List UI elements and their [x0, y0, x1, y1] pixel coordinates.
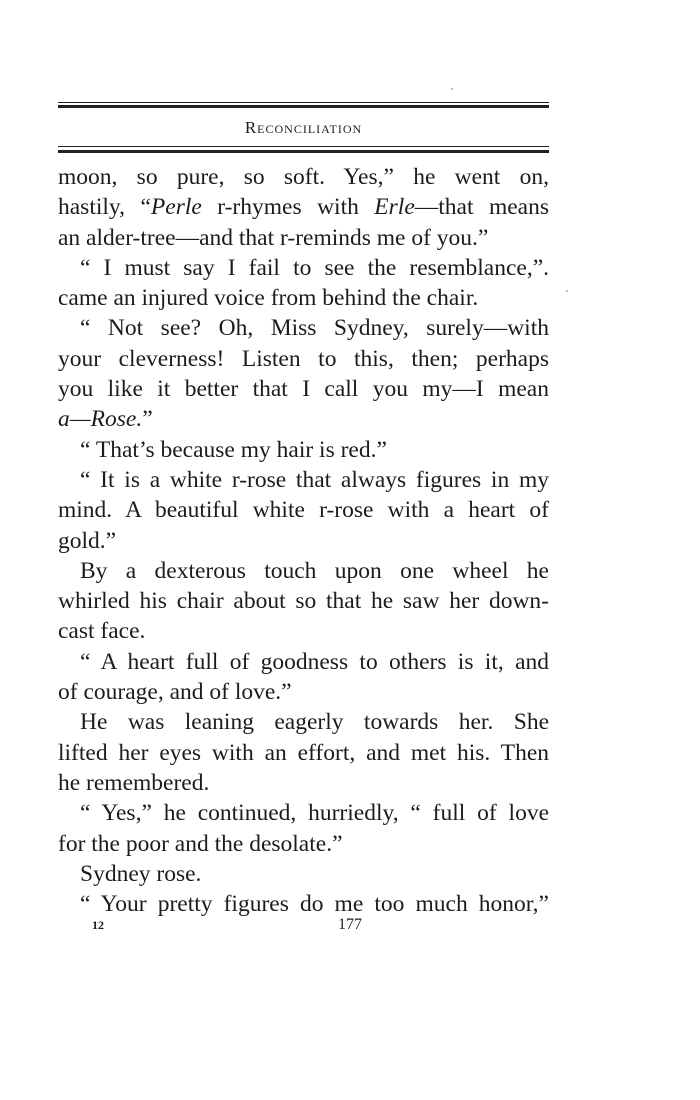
text-line: By a dexterous touch upon one wheel he	[80, 557, 549, 584]
text-line: an alder-tree—and that r-reminds me of you.”	[58, 224, 489, 251]
text-line: He was leaning eagerly towards her. She	[80, 709, 549, 736]
text-line: he remembered.	[58, 769, 210, 796]
text-line: “ A heart full of goodness to others is it, and	[80, 648, 549, 675]
text-line: whirled his chair about so that he saw her down-	[58, 588, 549, 615]
text-line: a—Rose.”	[58, 406, 153, 433]
body-text	[58, 162, 549, 919]
text-line: “ Your pretty figures do me too much honor,”	[80, 891, 549, 918]
text-line: for the poor and the desolate.”	[58, 830, 343, 857]
running-title: Reconciliation	[244, 118, 363, 137]
text-line: “ Not see? Oh, Miss Sydney, surely—with	[80, 315, 549, 342]
header-rule-bottom-thin	[58, 146, 549, 147]
text-line: gold.”	[58, 527, 117, 554]
text-line: lifted her eyes with an effort, and met his. Then	[58, 739, 549, 766]
paper-speck	[451, 88, 453, 90]
header-rule-top-thick	[58, 105, 549, 108]
paper-speck	[566, 290, 568, 292]
header-rule-bottom-thick	[58, 150, 549, 153]
text-line: “ I must say I fail to see the resemblance,”.	[80, 254, 549, 281]
text-line: Sydney rose.	[80, 860, 202, 887]
text-line: “ That’s because my hair is red.”	[80, 436, 387, 463]
signature-mark: 12	[92, 918, 104, 932]
text-line: of courage, and of love.”	[58, 679, 292, 706]
text-line: hastily, “Perle r-rhymes with Erle—that means	[58, 194, 549, 221]
text-line: your cleverness! Listen to this, then; perhaps	[58, 345, 549, 372]
text-line: “ It is a white r-rose that always figures in my	[80, 466, 549, 493]
page-footer	[58, 916, 549, 940]
text-line: moon, so pure, so soft. Yes,” he went on,	[58, 164, 549, 190]
text-line: you like it better that I call you my—I mean	[58, 376, 549, 403]
header-rule-top-thin	[58, 102, 549, 103]
text-line: mind. A beautiful white r-rose with a heart of	[58, 497, 549, 524]
page-number: 177	[338, 916, 362, 933]
text-line: “ Yes,” he continued, hurriedly, “ full of love	[80, 800, 549, 827]
text-line: came an injured voice from behind the chair.	[58, 285, 479, 312]
text-line: cast face.	[58, 618, 146, 645]
